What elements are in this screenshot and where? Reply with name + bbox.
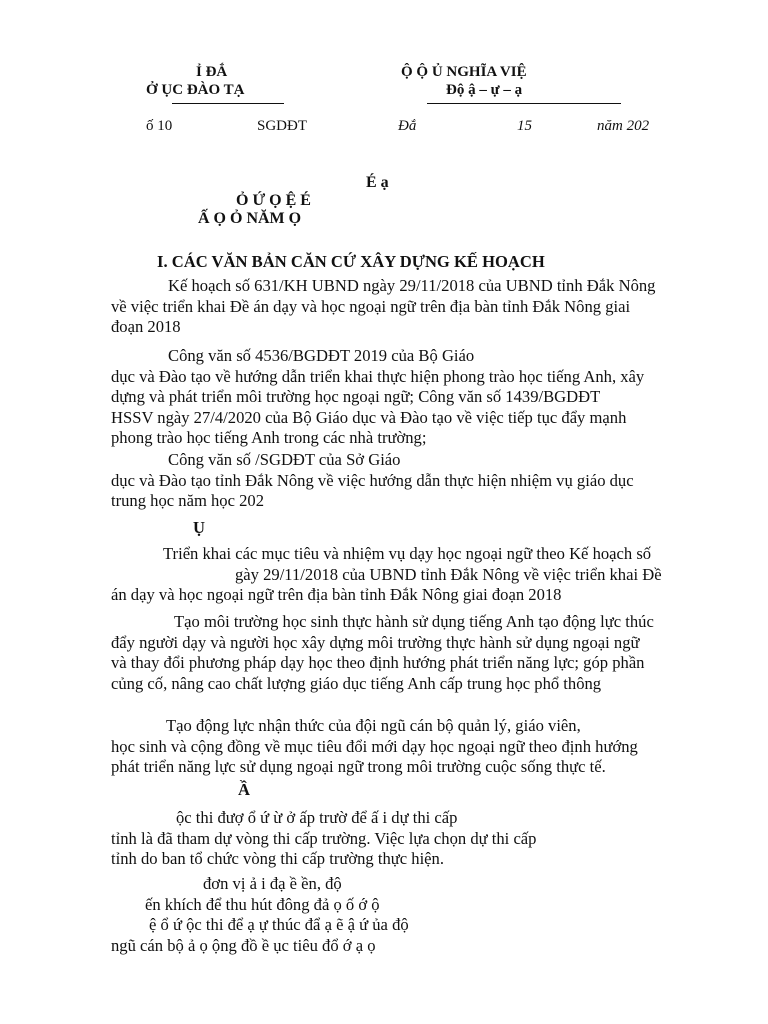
document-number-suffix: SGDĐT — [257, 118, 308, 134]
section-3-heading: Ầ — [238, 780, 250, 799]
agency-underline — [172, 103, 284, 104]
text-line: về việc triển khai Đề án dạy và học ngoại ngữ trên địa bàn tỉnh Đắk Nông giai — [111, 296, 631, 316]
section-1-paragraph-2 — [111, 346, 695, 449]
text-line: đoạn 2018 — [111, 317, 181, 336]
text-line: ến khích để thu hút đông đả ọ ố ớ ộ — [145, 894, 380, 914]
text-line: Tạo môi trường học sinh thực hành sử dụng tiếng Anh tạo động lực thúc — [174, 612, 654, 631]
nation-motto-line2: Độ ậ – ự – ạ — [446, 82, 523, 98]
text-line: ộc thi đượ ổ ứ ừ ở ấp trườ để ấ i dự thi cấp — [176, 808, 458, 827]
text-line: học sinh và cộng đồng về mục tiêu đổi mới dạy học ngoại ngữ theo định hướng — [111, 736, 638, 756]
document-year: năm 202 — [597, 118, 650, 134]
section-1-paragraph-3 — [111, 450, 695, 512]
text-line: dục và Đào tạo tỉnh Đắk Nông về việc hướng dẫn thực hiện nhiệm vụ giáo dục — [111, 470, 634, 490]
text-line: dựng và phát triển môi trường học ngoại ngữ; Công văn số 1439/BGDĐT — [111, 387, 601, 406]
agency-name-line1: Ỉ ĐẮ — [196, 64, 228, 80]
section-3-paragraph-1 — [111, 808, 695, 870]
text-line: tỉnh do ban tổ chức vòng thi cấp trường thực hiện. — [111, 849, 444, 868]
nation-motto-line1: Ộ Ộ Ủ NGHĨA VIỆ — [401, 64, 527, 80]
text-line: Công văn số /SGDĐT của Sở Giáo — [168, 450, 401, 469]
document-place: Đắ — [398, 118, 417, 134]
text-line: án dạy và học ngoại ngữ trên địa bàn tỉnh Đắk Nông giai đoạn 2018 — [111, 585, 562, 604]
text-line: dục và Đào tạo về hướng dẫn triển khai thực hiện phong trào học tiếng Anh, xây — [111, 366, 645, 386]
text-line: phát triển năng lực sử dụng ngoại ngữ trong môi trường cuộc sống thực tế. — [111, 757, 606, 776]
text-line: gày 29/11/2018 của UBND tỉnh Đắk Nông về việc triển khai Đề — [235, 564, 662, 584]
section-2-heading: Ụ — [193, 518, 205, 537]
section-3-paragraph-2 — [111, 874, 695, 956]
text-line: Công văn số 4536/BGDĐT 2019 của Bộ Giáo — [168, 346, 475, 365]
text-line: Triển khai các mục tiêu và nhiệm vụ dạy học ngoại ngữ theo Kế hoạch số — [163, 544, 652, 563]
doc-title-line1: É ạ — [366, 174, 389, 191]
text-line: củng cố, nâng cao chất lượng giáo dục tiếng Anh cấp trung học phổ thông — [111, 673, 602, 693]
motto-underline — [427, 103, 621, 104]
text-line: HSSV ngày 27/4/2020 của Bộ Giáo dục và Đào tạo về việc tiếp tục đẩy mạnh — [111, 407, 627, 427]
section-2-paragraph-1 — [111, 544, 695, 606]
text-line: tỉnh là đã tham dự vòng thi cấp trường. Việc lựa chọn dự thi cấp — [111, 828, 537, 848]
text-line: phong trào học tiếng Anh trong các nhà trường; — [111, 428, 427, 447]
document-day: 15 — [517, 118, 532, 134]
text-line: ệ ổ ứ ộc thi để ạ ự thúc đẩ ạ ẽ ậ ứ ủa độ — [149, 915, 409, 934]
section-1-paragraph-1 — [111, 276, 695, 338]
section-1-heading: I. CÁC VĂN BẢN CĂN CỨ XÂY DỰNG KẾ HOẠCH — [157, 252, 545, 271]
section-2-paragraph-3 — [111, 716, 695, 778]
doc-title-line2: Ỏ Ứ Ọ Ệ É — [236, 192, 311, 209]
text-line: và thay đổi phương pháp dạy học theo định hướng phát triển năng lực; góp phần — [111, 653, 645, 672]
text-line: Tạo động lực nhận thức của đội ngũ cán bộ quản lý, giáo viên, — [166, 716, 581, 735]
text-line: đơn vị ả i đạ ề ền, độ — [203, 874, 342, 893]
text-line: ngũ cán bộ ả ọ ộng đồ ề ục tiêu đổ ớ ạ ọ — [111, 935, 376, 955]
text-line: đẩy người dạy và người học xây dựng môi trường thực hành sử dụng ngoại ngữ — [111, 632, 640, 652]
agency-name-line2: Ở ỤC ĐÀO TẠ — [146, 82, 245, 98]
doc-title-line3: Ấ Ọ Ỏ NĂM Ọ — [198, 210, 302, 227]
section-2-paragraph-2 — [111, 612, 695, 694]
text-line: trung học năm học 202 — [111, 491, 264, 510]
text-line: Kế hoạch số 631/KH UBND ngày 29/11/2018 của UBND tỉnh Đắk Nông — [168, 276, 656, 295]
document-number: ố 10 — [146, 118, 173, 134]
